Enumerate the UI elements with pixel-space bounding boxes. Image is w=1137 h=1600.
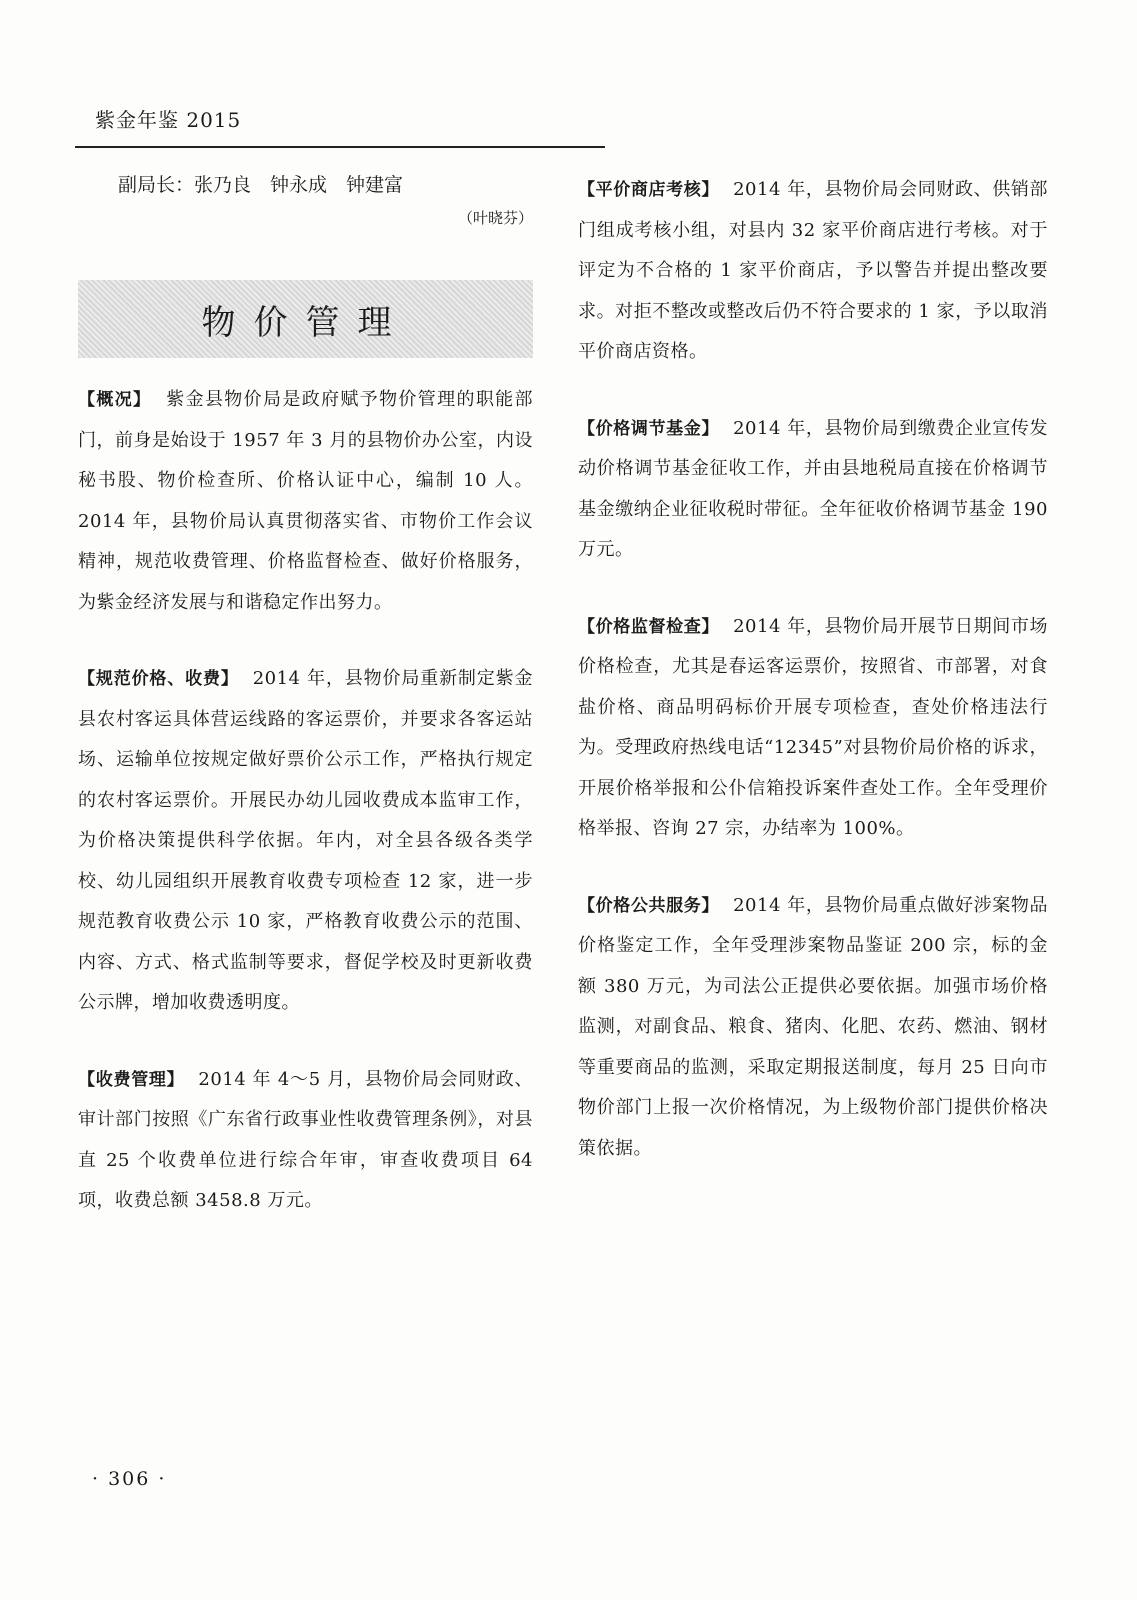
paragraph-text: 2014 年，县物价局会同财政、供销部门组成考核小组，对县内 32 家平价商店进行考核。对于评定为不合格的 1 家平价商店，予以警告并提出整改要求。对拒不整改或整改后仍不符合要求的 1 家，予以取消平价商店资格。 — [578, 179, 1049, 362]
paragraph-fair-price-shop — [578, 170, 1048, 373]
paragraph-price-fund — [578, 409, 1048, 571]
paragraph-fee-management — [78, 1060, 533, 1222]
paragraph-text: 2014 年，县物价局重新制定紫金县农村客运具体营运线路的客运票价，并要求各客运站场、运输单位按规定做好票价公示工作，严格执行规定的农村客运票价。开展民办幼儿园收费成本监审工作，为价格决策提供科学依据。年内，对全县各级各类学校、幼儿园组织开展教育收费专项检查 12 家，进一步规范教育收费公示 10 家，严格教育收费公示的范围、内容、方式、格式监制等要求，督促学校及时更新收费公示牌，增加收费透明度。 — [78, 668, 533, 1013]
paragraph-tag: 【规范价格、收费】 — [78, 669, 239, 689]
paragraph-text: 2014 年，县物价局重点做好涉案物品价格鉴定工作，全年受理涉案物品鉴证 200 宗，标的金额 380 万元，为司法公正提供必要依据。加强市场价格监测，对副食品、粮食、猪肉、化肥、农药、燃油、钢材等重要商品的监测，采取定期报送制度，每月 25 日向市物价部门上报一次价格情况，为上级物价部门提供价格决策依据。 — [578, 894, 1049, 1159]
paragraph-tag: 【价格公共服务】 — [578, 895, 720, 916]
page-number: · 306 · — [92, 1468, 167, 1490]
staff-line: 副局长：张乃良 钟永成 钟建富 — [118, 174, 404, 196]
paragraph-text: 2014 年，县物价局到缴费企业宣传发动价格调节基金征收工作，并由县地税局直接在价格调节基金缴纳企业征收税时带征。全年征收价格调节基金 190 万元。 — [578, 417, 1049, 560]
paragraph-tag: 【平价商店考核】 — [578, 180, 720, 200]
paragraph-price-fee-regulation — [78, 659, 533, 1024]
paragraph-tag: 【价格监督检查】 — [578, 616, 720, 637]
paragraph-tag: 【收费管理】 — [78, 1069, 185, 1090]
paragraph-tag: 【概况】 — [78, 390, 152, 410]
paragraph-overview — [78, 380, 533, 623]
paragraph-text: 2014 年，县物价局开展节日期间市场价格检查，尤其是春运客运票价，按照省、市部署，对食盐价格、商品明码标价开展专项检查，查处价格违法行为。受理政府热线电话“12345”对县物价局价格的诉求，开展价格举报和公仆信箱投诉案件查处工作。全年受理价格举报、咨询 27 宗，办结率为 100%。 — [578, 615, 1049, 839]
section-title: 物价管理 — [201, 302, 410, 343]
section-banner — [78, 280, 533, 358]
paragraph-text: 紫金县物价局是政府赋予物价管理的职能部门，前身是始设于 1957 年 3 月的县物价办公室，内设秘书股、物价检查所、价格认证中心，编制 10 人。2014 年，县物价局认真贯彻落实省、市物价工作会议精神，规范收费管理、价格监督检查、做好价格服务，为紫金经济发展与和谐稳定作出努力。 — [78, 389, 534, 613]
right-column — [578, 170, 1048, 1169]
paragraph-text: 2014 年 4～5 月，县物价局会同财政、审计部门按照《广东省行政事业性收费管理条例》，对县直 25 个收费单位进行综合年审，审查收费项目 64 项，收费总额 3458.8 万元。 — [78, 1068, 533, 1211]
paragraph-price-supervision — [578, 607, 1048, 850]
paragraph-public-service — [578, 886, 1048, 1170]
header-rule — [75, 146, 605, 148]
paragraph-tag: 【价格调节基金】 — [578, 418, 720, 439]
left-column — [78, 170, 533, 1222]
author-credit: （叶晓芬） — [457, 209, 533, 227]
running-head: 紫金年鉴 2015 — [95, 108, 242, 132]
